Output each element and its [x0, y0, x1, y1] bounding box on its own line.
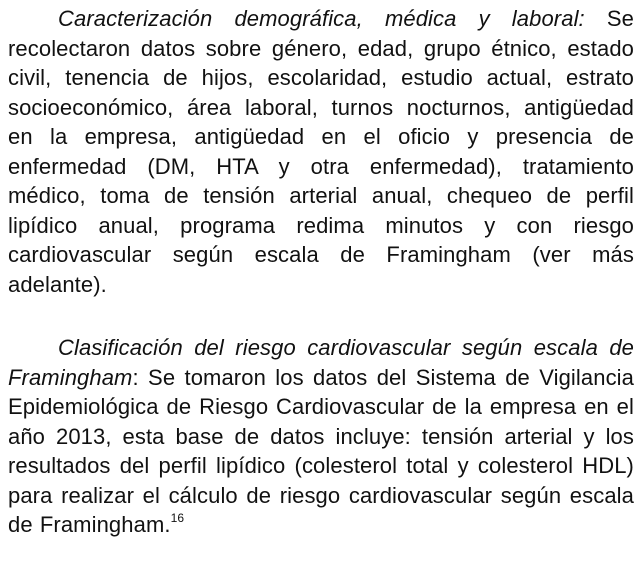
section-body-demographic: Se recolectaron datos sobre género, edad, grupo étnico, estado civil, tenencia de hijos, escolaridad, estudio actual, estrato socioeconómico, área laboral, turnos nocturnos, antigüedad en la empresa, antigüedad en el oficio y presencia de enfermedad (DM, HTA y otra enfermedad), tratamiento médico, toma de tensión arterial anual, chequeo de perfil lipídico anual, programa redima minutos y con riesgo cardiovascular según escala de Framingham (ver más adelante).	[8, 6, 634, 297]
section-heading-demographic: Caracterización demográfica, médica y laboral:	[58, 6, 585, 31]
section-body-framingham: : Se tomaron los datos del Sistema de Vigilancia Epidemiológica de Riesgo Cardiovascular de la empresa en el año 2013, esta base de datos incluye: tensión arterial y los resultados del perfil lipídico (colesterol total y colesterol HDL) para realizar el cálculo de riesgo cardiovascular según escala de Framingham.	[8, 364, 634, 537]
section-heading-framingham: Clasificación del riesgo cardiovascular según escala de Framingham	[8, 335, 634, 390]
paragraph-framingham-classification	[8, 333, 634, 540]
paragraph-demographic-characterization	[8, 0, 634, 299]
document-page	[8, 0, 634, 540]
reference-superscript: 16	[170, 511, 185, 525]
